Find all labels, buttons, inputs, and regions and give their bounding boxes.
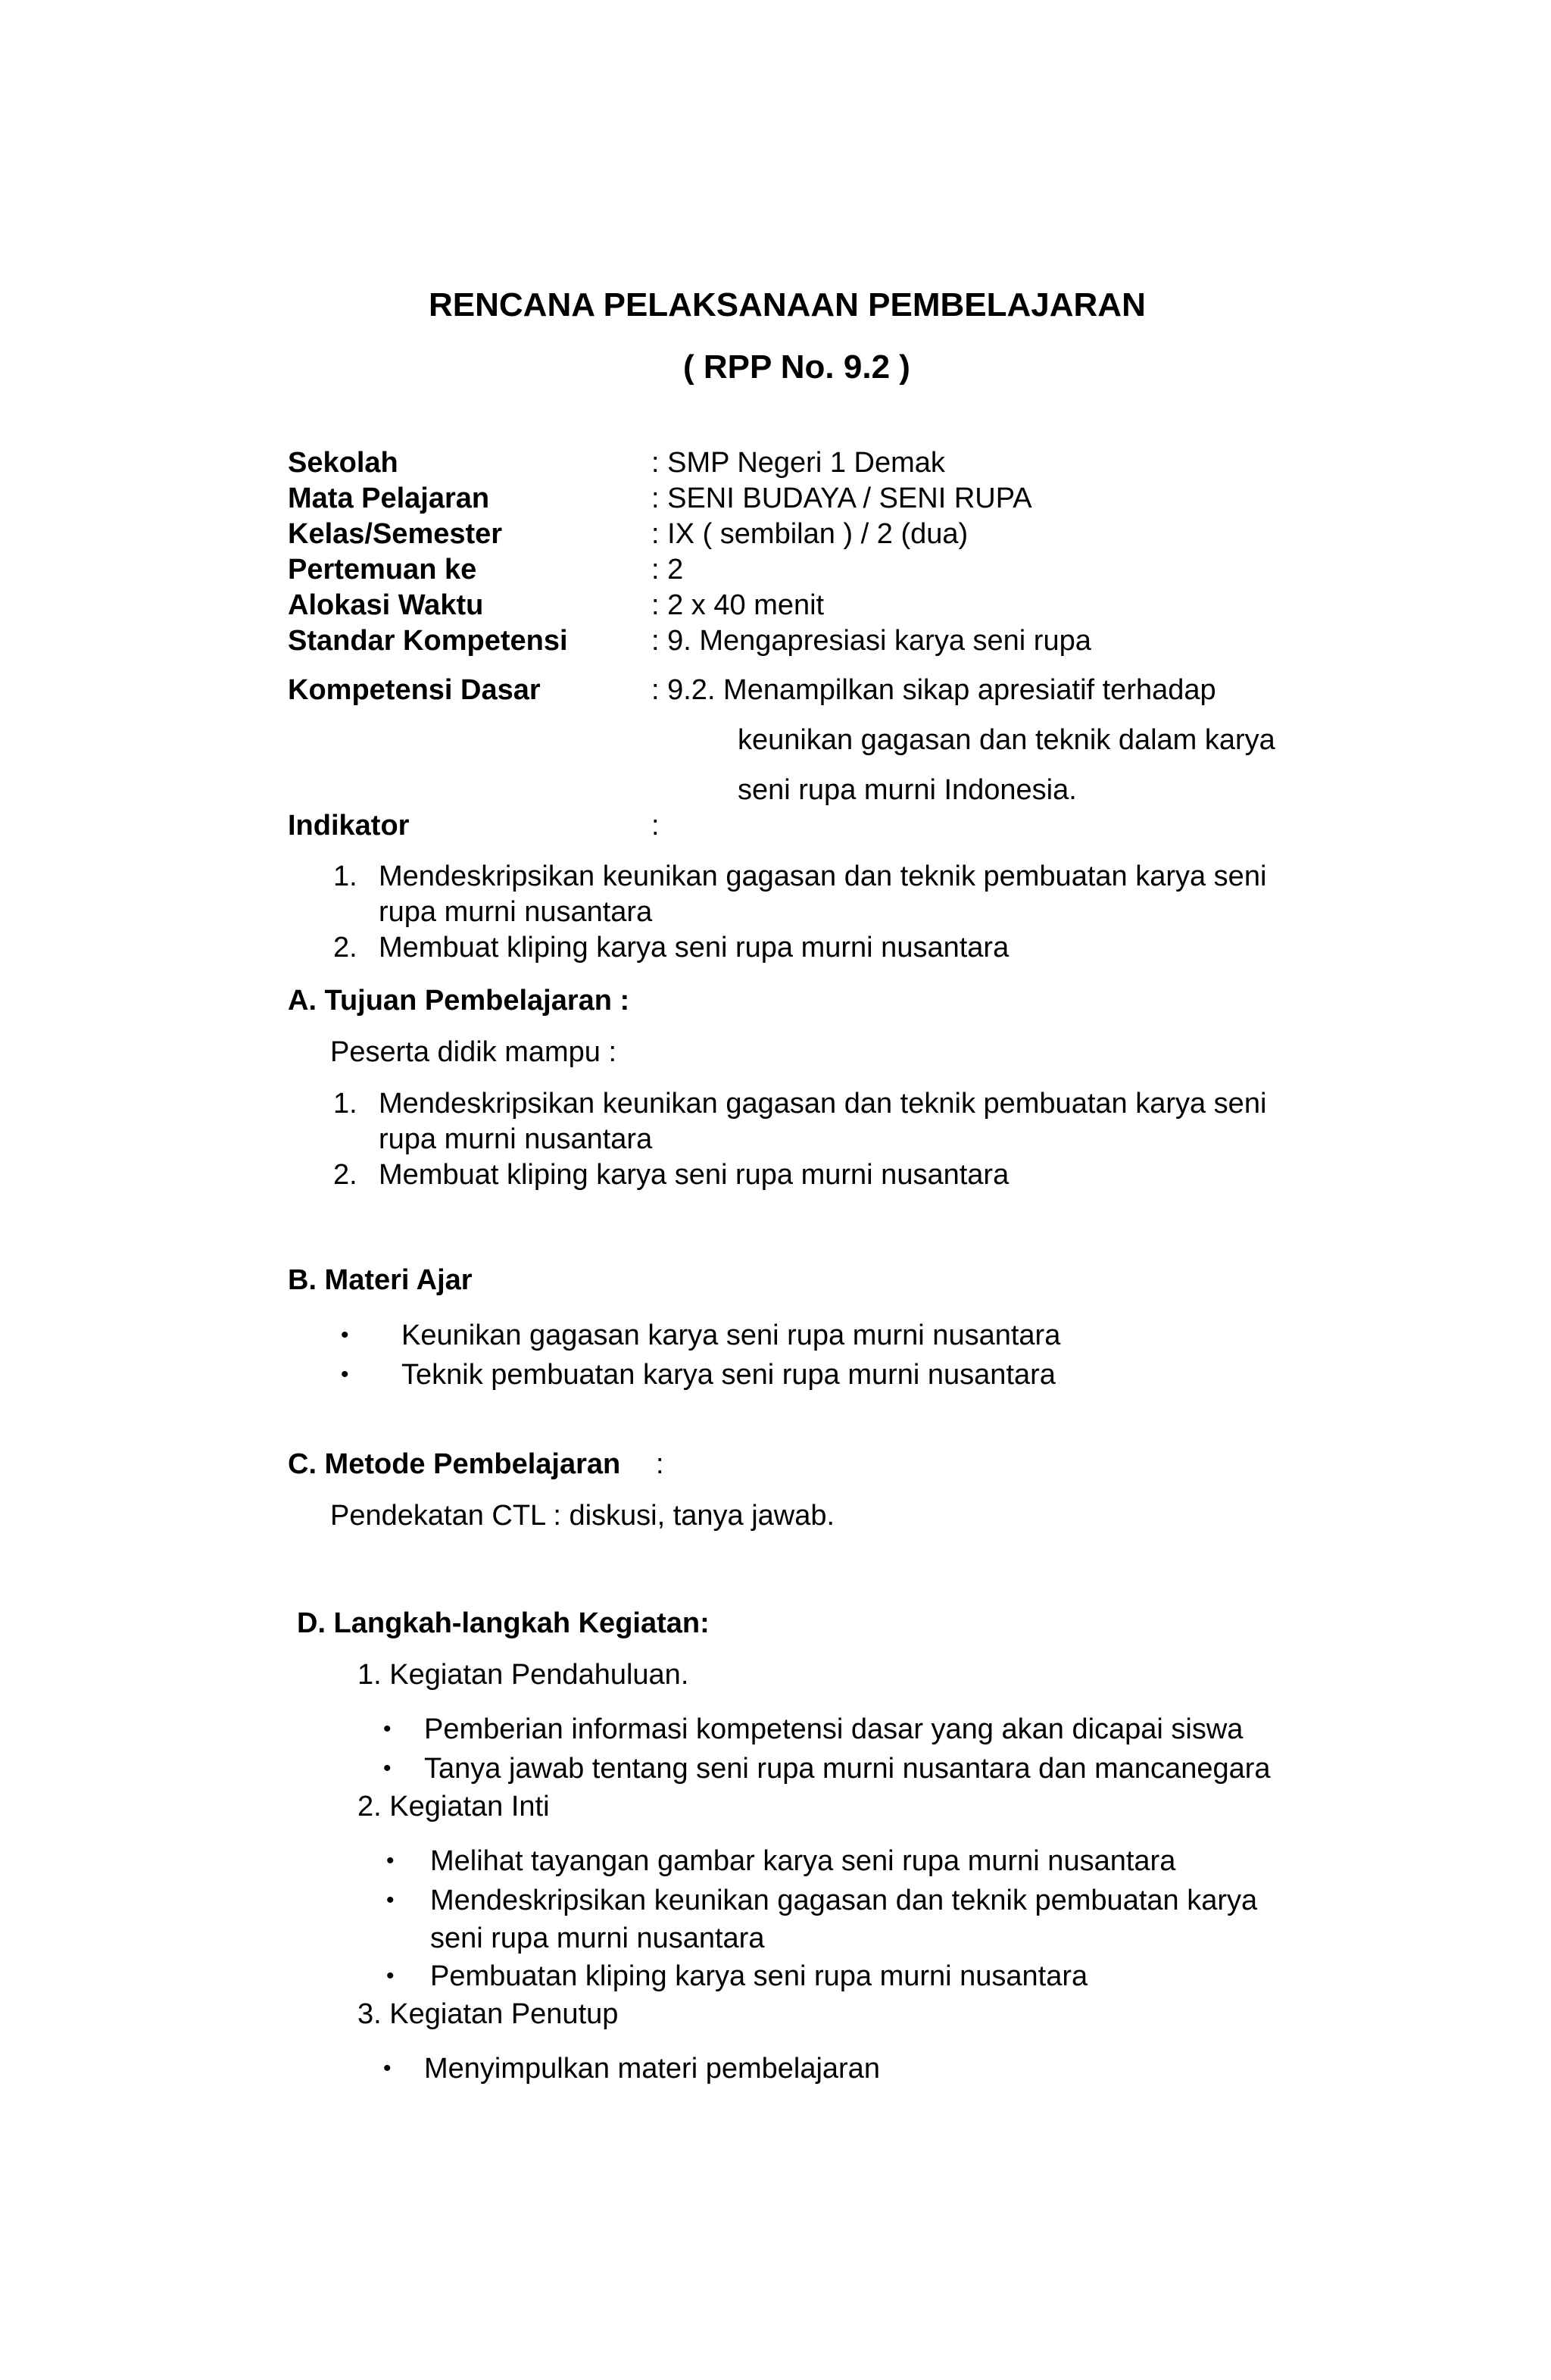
bullet-icon: •	[386, 1888, 395, 1913]
pendahuluan-title: 1. Kegiatan Pendahuluan.	[357, 1659, 689, 1691]
bullet-icon: •	[383, 1756, 392, 1781]
metode-text: Pendekatan CTL : diskusi, tanya jawab.	[330, 1500, 835, 1532]
value-alokasi-waktu: : 2 x 40 menit	[651, 589, 825, 621]
heading-langkah: D. Langkah-langkah Kegiatan:	[297, 1607, 710, 1639]
value-mata-pelajaran: : SENI BUDAYA / SENI RUPA	[651, 483, 1032, 514]
indikator-item-2-line-1: Membuat kliping karya seni rupa murni nusantara	[379, 932, 1010, 964]
tujuan-intro: Peserta didik mampu :	[330, 1036, 617, 1068]
document-subtitle: ( RPP No. 9.2 )	[683, 348, 910, 386]
penutup-item-1: Menyimpulkan materi pembelajaran	[424, 2053, 880, 2085]
inti-item-2-line-1: Mendeskripsikan keunikan gagasan dan teknik pembuatan karya	[430, 1885, 1258, 1916]
label-alokasi-waktu: Alokasi Waktu	[288, 589, 484, 621]
indikator-item-2-number: 2.	[333, 932, 357, 964]
inti-item-2-line-2: seni rupa murni nusantara	[430, 1922, 765, 1954]
bullet-icon: •	[383, 1716, 392, 1741]
materi-item-2: Teknik pembuatan karya seni rupa murni nusantara	[401, 1359, 1056, 1391]
value-kompetensi-dasar-line-2: keunikan gagasan dan teknik dalam karya	[738, 724, 1275, 756]
penutup-title: 3. Kegiatan Penutup	[357, 1998, 619, 2030]
materi-item-1: Keunikan gagasan karya seni rupa murni nusantara	[401, 1320, 1061, 1351]
tujuan-item-2-line-1: Membuat kliping karya seni rupa murni nusantara	[379, 1159, 1010, 1191]
bullet-icon: •	[341, 1323, 349, 1348]
heading-metode: C. Metode Pembelajaran	[288, 1448, 621, 1480]
inti-item-3: Pembuatan kliping karya seni rupa murni nusantara	[430, 1960, 1088, 1992]
tujuan-item-1-line-1: Mendeskripsikan keunikan gagasan dan teknik pembuatan karya seni	[379, 1088, 1267, 1120]
label-indikator: Indikator	[288, 810, 410, 842]
metode-colon: :	[656, 1448, 664, 1480]
heading-tujuan: A. Tujuan Pembelajaran :	[288, 985, 630, 1017]
value-kompetensi-dasar-line-3: seni rupa murni Indonesia.	[738, 774, 1077, 806]
pendahuluan-item-1: Pemberian informasi kompetensi dasar yang akan dicapai siswa	[424, 1713, 1244, 1745]
value-standar-kompetensi: : 9. Mengapresiasi karya seni rupa	[651, 625, 1091, 657]
bullet-icon: •	[383, 2056, 392, 2081]
inti-title: 2. Kegiatan Inti	[357, 1791, 550, 1822]
bullet-icon: •	[341, 1362, 349, 1387]
bullet-icon: •	[386, 1963, 395, 1988]
inti-item-1: Melihat tayangan gambar karya seni rupa murni nusantara	[430, 1845, 1176, 1877]
value-sekolah: : SMP Negeri 1 Demak	[651, 447, 945, 479]
tujuan-item-2-number: 2.	[333, 1159, 357, 1191]
indikator-item-1-line-1: Mendeskripsikan keunikan gagasan dan teknik pembuatan karya seni	[379, 860, 1267, 892]
value-kelas-semester: : IX ( sembilan ) / 2 (dua)	[651, 518, 969, 550]
tujuan-item-1-number: 1.	[333, 1088, 357, 1120]
indikator-item-1-number: 1.	[333, 860, 357, 892]
label-mata-pelajaran: Mata Pelajaran	[288, 483, 490, 514]
value-pertemuan: : 2	[651, 554, 684, 586]
pendahuluan-item-2: Tanya jawab tentang seni rupa murni nusantara dan mancanegara	[424, 1753, 1271, 1785]
tujuan-item-1-line-2: rupa murni nusantara	[379, 1123, 653, 1155]
heading-materi: B. Materi Ajar	[288, 1264, 473, 1296]
label-kelas-semester: Kelas/Semester	[288, 518, 503, 550]
label-sekolah: Sekolah	[288, 447, 398, 479]
document-title: RENCANA PELAKSANAAN PEMBELAJARAN	[429, 286, 1146, 323]
label-kompetensi-dasar: Kompetensi Dasar	[288, 674, 541, 706]
value-kompetensi-dasar-line-1: : 9.2. Menampilkan sikap apresiatif terhadap	[651, 674, 1216, 706]
indikator-colon: :	[651, 810, 660, 842]
label-standar-kompetensi: Standar Kompetensi	[288, 625, 568, 657]
indikator-item-1-line-2: rupa murni nusantara	[379, 896, 653, 928]
bullet-icon: •	[386, 1848, 395, 1873]
label-pertemuan: Pertemuan ke	[288, 554, 477, 586]
